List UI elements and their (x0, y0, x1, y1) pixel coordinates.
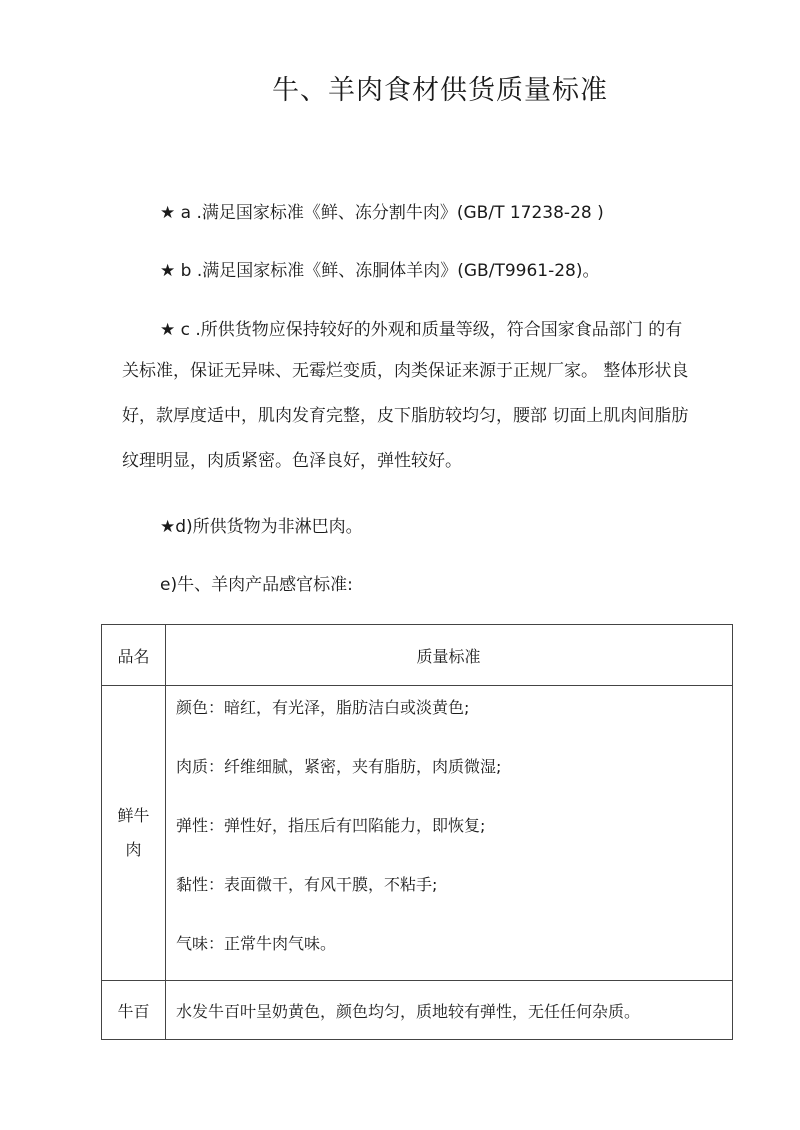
item-c-line-4: 纹理明显，肉质紧密。色泽良好，弹性较好。 (122, 451, 462, 471)
document-title: 牛、羊肉食材供货质量标准 (272, 75, 608, 106)
item-a: ★ a .满足国家标准《鲜、冻分割牛肉》(GB/T 17238-28 ) (160, 203, 604, 223)
standard-line: 黏性：表面微干，有风干膜，不粘手; (176, 875, 438, 894)
product-name-tripe: 牛百 (102, 981, 166, 1040)
header-standard: 质量标准 (166, 625, 733, 686)
standard-line: 颜色：暗红，有光泽，脂肪洁白或淡黄色; (176, 698, 470, 717)
table-header-row (102, 625, 733, 686)
tripe-standard: 水发牛百叶呈奶黄色，颜色均匀，质地较有弹性，无任任何杂质。 (166, 981, 733, 1040)
beef-standards (166, 686, 733, 981)
item-c-line-2: 关标准，保证无异味、无霉烂变质，肉类保证来源于正规厂家。 整体形状良 (122, 361, 689, 381)
sensory-standard-table (101, 624, 733, 1040)
product-name-line: 鲜牛 (117, 806, 150, 825)
table-row (102, 686, 733, 981)
standard-line: 肉质：纤维细腻，紧密，夹有脂肪，肉质微湿; (176, 757, 502, 776)
item-b: ★ b .满足国家标准《鲜、冻胴体羊肉》(GB/T9961-28)。 (160, 261, 600, 281)
item-d: ★d)所供货物为非淋巴肉。 (160, 517, 363, 537)
header-name: 品名 (102, 625, 166, 686)
table-row (102, 981, 733, 1040)
standard-line: 气味：正常牛肉气味。 (176, 934, 337, 953)
item-c-line-3: 好，款厚度适中，肌肉发育完整，皮下脂肪较均匀，腰部 切面上肌肉间脂肪 (122, 406, 689, 426)
product-name-line: 肉 (125, 840, 142, 859)
item-c-line-1: ★ c .所供货物应保持较好的外观和质量等级，符合国家食品部门 的有 (160, 320, 683, 340)
product-name-beef (102, 686, 166, 981)
item-e: e)牛、羊肉产品感官标准: (160, 575, 353, 595)
standard-line: 弹性：弹性好，指压后有凹陷能力，即恢复; (176, 816, 486, 835)
